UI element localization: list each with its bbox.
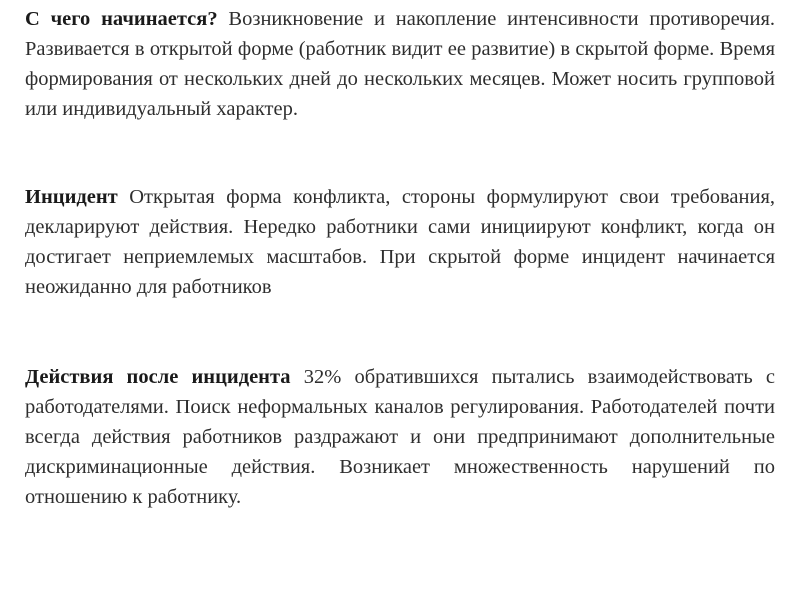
paragraph-heading: С чего начинается? [25,8,218,30]
slide-content [25,4,775,512]
paragraph-heading: Действия после инцидента [25,366,291,388]
paragraph-heading: Инцидент [25,186,118,208]
paragraph-body: 32% обратившихся пытались взаимодействовать с работодателями. Поиск неформальных каналов регулирования. Работодателей почти всегда действия работников раздражают и они предпринимают дополнительные дискриминационные действия. Возникает множественность нарушений по отношению к работнику. [25,366,776,508]
paragraph-after-incident [25,362,775,512]
paragraph-incident [25,182,775,302]
paragraph-body: Открытая форма конфликта, стороны формулируют свои требования, декларируют действия. Нередко работники сами инициируют конфликт, когда он достигает неприемлемых масштабов. При скрытой форме инцидент начинается неожиданно для работников [25,186,776,298]
paragraph-beginning [25,4,775,124]
paragraph-body: Возникновение и накопление интенсивности противоречия. Развивается в открытой форме (работник видит ее развитие) в скрытой форме. Время формирования от нескольких дней до нескольких месяцев. Может носить групповой или индивидуальный характер. [25,8,776,120]
